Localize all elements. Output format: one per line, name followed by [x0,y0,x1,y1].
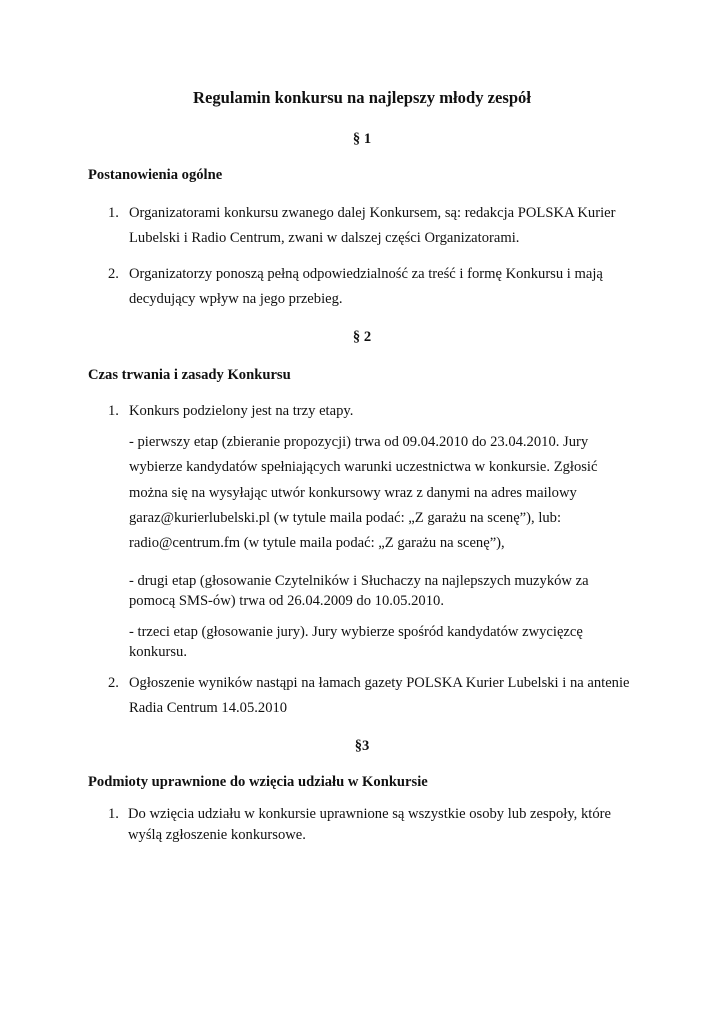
list-item-number: 1. [108,403,119,419]
paragraph-line: decydujący wpływ na jego przebieg. [129,291,343,307]
paragraph-line: wyślą zgłoszenie konkursowe. [128,827,306,843]
section-3-mark: §3 [354,738,370,754]
paragraph-line: Organizatorami konkursu zwanego dalej Konkursem, są: redakcja POLSKA Kurier [129,205,616,221]
paragraph-line: Do wzięcia udziału w konkursie uprawnione są wszystkie osoby lub zespoły, które [128,806,611,822]
section-1-mark: § 1 [352,131,372,147]
list-item-number: 1. [108,205,119,221]
section-1-heading: Postanowienia ogólne [88,167,223,183]
stage-line: pomocą SMS-ów) trwa od 26.04.2009 do 10.05.2010. [129,593,444,609]
stage-line: konkursu. [129,644,187,660]
document-title: Regulamin konkursu na najlepszy młody zespół [193,88,531,107]
section-2-mark: § 2 [352,329,372,345]
stage-line: można się na wysyłając utwór konkursowy wraz z danymi na adres mailowy [129,485,577,501]
stage-line: garaz@kurierlubelski.pl (w tytule maila podać: „Z garażu na scenę”), lub: [129,510,562,526]
paragraph-line: Organizatorzy ponoszą pełną odpowiedzialność za treść i formę Konkursu i mają [129,266,603,282]
paragraph-line: Ogłoszenie wyników nastąpi na łamach gazety POLSKA Kurier Lubelski i na antenie [129,675,630,691]
list-item-number: 1. [108,806,119,822]
section-3-heading: Podmioty uprawnione do wzięcia udziału w Konkursie [88,774,428,790]
stage-line: wybierze kandydatów spełniających warunki uczestnictwa w konkursie. Zgłosić [129,459,598,475]
list-item-number: 2. [108,675,119,691]
section-2-heading: Czas trwania i zasady Konkursu [88,367,291,383]
stage-line: radio@centrum.fm (w tytule maila podać: „Z garażu na scenę”), [129,535,505,551]
stage-line: - trzeci etap (głosowanie jury). Jury wybierze spośród kandydatów zwycięzcę [129,624,583,640]
paragraph-line: Radia Centrum 14.05.2010 [129,700,288,716]
stage-line: - drugi etap (głosowanie Czytelników i Słuchaczy na najlepszych muzyków za [129,573,589,589]
stage-line: - pierwszy etap (zbieranie propozycji) trwa od 09.04.2010 do 23.04.2010. Jury [129,434,589,450]
paragraph-line: Konkurs podzielony jest na trzy etapy. [129,403,354,419]
list-item-number: 2. [108,266,119,282]
paragraph-line: Lubelski i Radio Centrum, zwani w dalszej części Organizatorami. [129,230,520,246]
